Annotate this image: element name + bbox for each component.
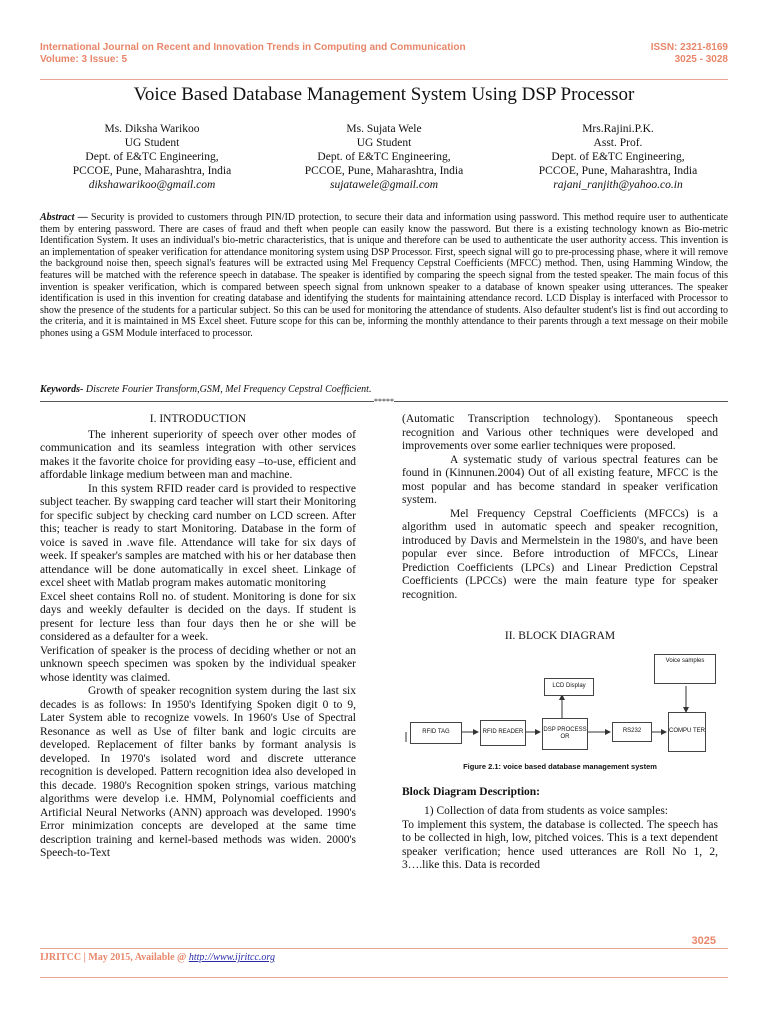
footer-text: IJRITCC | May 2015, Available @ [40, 952, 189, 963]
author-2 [264, 122, 504, 192]
abstract-label: Abstract — [40, 212, 88, 223]
author-inst: PCCOE, Pune, Maharashtra, India [304, 165, 464, 177]
dsp-processor-box: DSP PROCESS OR [542, 718, 588, 750]
page-number: 3025 [691, 935, 716, 947]
keywords-text: Discrete Fourier Transform,GSM, Mel Frequency Cepstral Coefficient. [85, 384, 372, 395]
right-column [402, 413, 718, 873]
journal-name: International Journal on Recent and Innovation Trends in Computing and Communication [40, 42, 466, 53]
footer-rule [40, 948, 728, 949]
author-1 [32, 122, 272, 192]
separator-line [40, 401, 374, 402]
author-name: Ms. Sujata Wele [346, 123, 422, 135]
abstract-text: Security is provided to customers through PIN/ID protection, to secure their data and information using password. This method require user to authenticate them by entering password. There are cases of fraud and theft when people can easily know the password. But there is a existing technology known as Bio-metric Identification System. It uses an individual's bio-metric characteristics, that is unique and therefore can be used to authenticate the user authority access. This invention is an implementation of speaker verification for attendance monitoring system using DSP Processor. First, speech signal will go to pre-processing phase, where it will remove the background noise then, speech signal's features will be extracted using Mel Frequency Cepstral Coefficients (MFCC) method. Then, using Hamming Window, the features will be matched with the reference speech in database. The speaker is identified by comparing the speech signal from the tested speaker. The main focus of this invention is speaker verification, which is compared between speech signal from unknown speaker to a database of known speaker using utterances. The speaker identification is used in this invention for creating database and identifying the students for maintaining attendance record. LCD Display is interfaced with Processor to show the presence of the students for a particular subject. So this can be used for monitoring the attendance of students. Also defaulter student's list is find out according to the criteria, and it is maintained in MS Excel sheet. Future scope for this can be, informing the monthly attendance to their parents through a text message on their mobile phones using a GSM Module interfaced to processor. [40, 212, 728, 339]
paragraph: Growth of speaker recognition system during the last six decades is as follows: In 1950's Identifying Spoken digit 0 to 9, Later System able to recognize vowels. In 1960's Use of Spectral Resonance as well as Use of filter bank and logic circuits are developed. Replacement of filter banks by formant analysis is developed. In 1970's isolated word and discrete utterance recognition is developed. Pattern recognition idea also developed in this decade. 1980's Recognition spoken strings, various matching algorithms were develop i.e. HMM, Polynomial coefficients and Artificial Neural Networks (ANN) approach was developed. 1990's Error minimization concepts are developed at the same time description training and kernel-based methods was widen. 2000's Speech-to-Text [40, 685, 356, 859]
author-inst: PCCOE, Pune, Maharashtra, India [72, 165, 232, 177]
separator [40, 397, 728, 406]
voice-samples-box: Voice samples [654, 654, 716, 684]
block-diagram [402, 650, 718, 774]
paragraph: Mel Frequency Cepstral Coefficients (MFCCs) is a algorithm used in automatic speech and speaker recognition, introduced by Davis and Mermelstein in the 1980's, and have been popular ever since. Before introduction of MFCCs, Linear Prediction Coefficients (LPCs) and Linear Prediction Cepstral Coefficients (LPCCs) were the main feature type for speaker recognition. [402, 507, 718, 601]
author-email: dikshawarikoo@gmail.com [88, 179, 216, 191]
paper-title: Voice Based Database Management System Using DSP Processor [133, 84, 635, 105]
issn: ISSN: 2321-8169 [650, 42, 728, 53]
lcd-display-box: LCD Display [544, 678, 594, 696]
paragraph: Verification of speaker is the process of deciding whether or not an unknown speech specimen was spoken by the individual speaker whose identity was claimed. [40, 644, 356, 684]
separator-line [394, 401, 728, 402]
author-email: rajani_ranjith@yahoo.co.in [553, 179, 683, 191]
paragraph: A systematic study of various spectral features can be found in (Kinnunen.2004) Out of all existing feature, MFCC is the most popular and has become standard in speaker verification system. [402, 453, 718, 506]
figure-caption: Figure 2.1: voice based database management system [463, 761, 657, 771]
paragraph: (Automatic Transcription technology). Spontaneous speech recognition and Various other techniques were developed and improvements over some earlier techniques were proposed. [402, 413, 718, 452]
block-diagram-description-title: Block Diagram Description: [402, 785, 540, 798]
keywords [40, 384, 728, 395]
author-dept: Dept. of E&TC Engineering, [551, 151, 685, 163]
journal-link[interactable]: http://www.ijritcc.org [188, 952, 275, 963]
journal-volume: Volume: 3 Issue: 5 [40, 53, 128, 65]
author-role: Asst. Prof. [593, 137, 643, 149]
abstract [40, 212, 728, 340]
section-title-block-diagram: II. BLOCK DIAGRAM [504, 630, 616, 642]
paragraph: To implement this system, the database is collected. The speech has to be collected in high, low, pitched voices. This is a text dependent speaker verification; hence used utterances are Roll No 1, 2, 3….like this. Data is recorded [402, 818, 718, 871]
header-rule [40, 79, 728, 80]
rfid-reader-box: RFID READER [480, 720, 526, 746]
author-dept: Dept. of E&TC Engineering, [85, 151, 219, 163]
keywords-label: Keywords- [40, 384, 84, 395]
left-column [40, 413, 356, 861]
author-email: sujatawele@gmail.com [330, 179, 438, 191]
author-role: UG Student [124, 137, 180, 149]
author-role: UG Student [356, 137, 412, 149]
issn-header [651, 42, 728, 65]
computer-box: COMPU TER [668, 712, 706, 752]
rfid-tag-box: RFID TAG [410, 722, 462, 744]
paragraph: Excel sheet contains Roll no. of student. Monitoring is done for six days and weekly defaulter is decided on the days. If student is present for lecture less than four days then he or she will be considered as a defaulter for a week. [40, 590, 356, 643]
paragraph: In this system RFID reader card is provided to respective subject teacher. By swapping card teacher will start their Monitoring for specific subject by checking card number on LCD screen. After this; teacher is ready to start Monitoring. Database in the form of voice is saved in .wave file. Attendance will take for six days of week. If speaker's samples are matched with his or her database then attendance will be done automatically in excel sheet. Linkage of excel sheet with Matlab program makes automatic monitoring [40, 482, 356, 589]
footer [40, 952, 275, 963]
spacer [402, 602, 718, 630]
author-inst: PCCOE, Pune, Maharashtra, India [538, 165, 698, 177]
journal-header [40, 42, 466, 65]
author-3 [498, 122, 738, 192]
author-name: Mrs.Rajini.P.K. [582, 123, 654, 135]
paragraph: The inherent superiority of speech over other modes of communication and its seamless integration with other services makes it the favorite choice for providing easy –to-use, efficient and affordable linkage medium between man and machine. [40, 428, 356, 481]
separator-stars: ***** [374, 397, 394, 406]
list-item: 1) Collection of data from students as voice samples: [424, 805, 668, 817]
section-title-introduction: I. INTRODUCTION [149, 413, 247, 425]
author-name: Ms. Diksha Warikoo [104, 123, 200, 135]
rs232-box: RS232 [612, 722, 652, 742]
author-dept: Dept. of E&TC Engineering, [317, 151, 451, 163]
footer-bottom-rule [40, 977, 728, 978]
page-range: 3025 - 3028 [674, 53, 728, 65]
